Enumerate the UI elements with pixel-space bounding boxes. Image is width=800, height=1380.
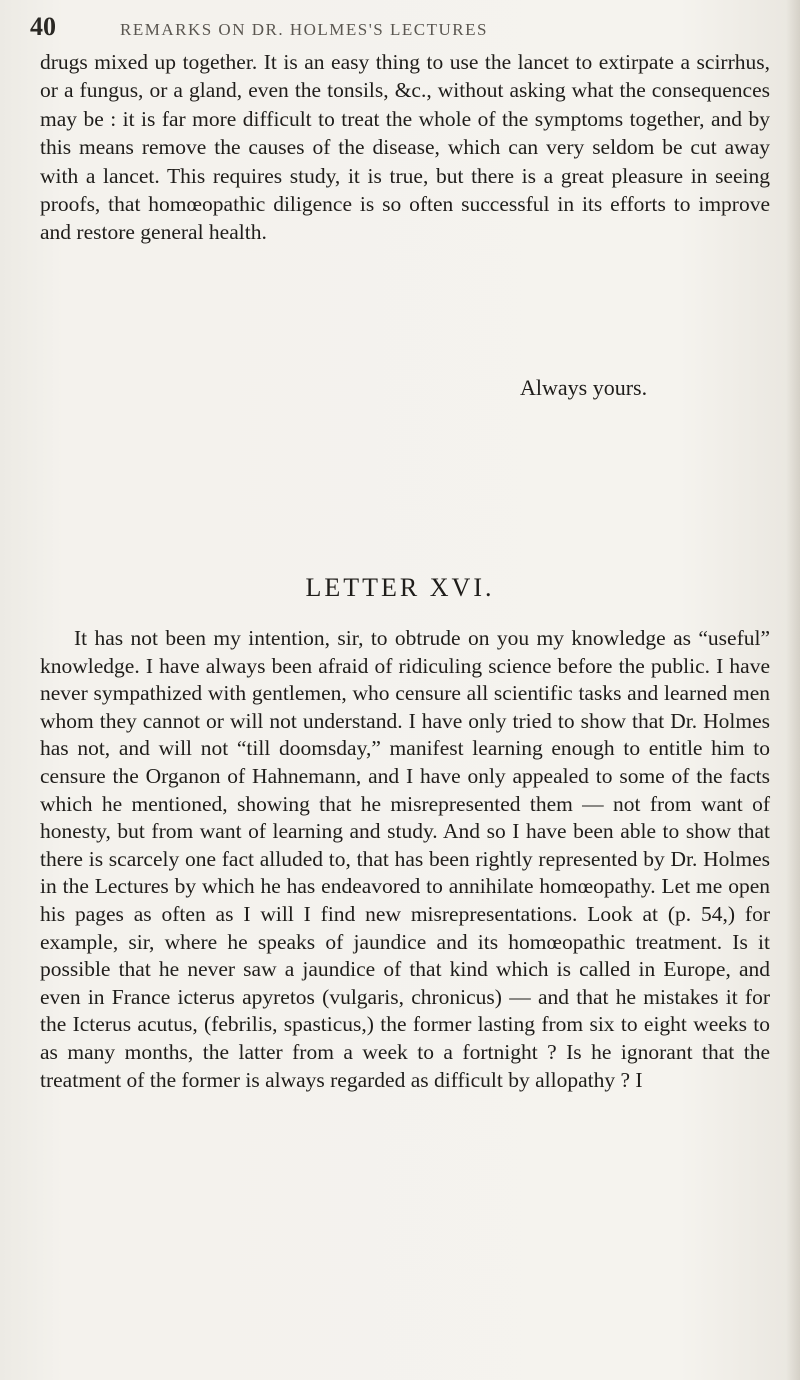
running-head-title: REMARKS ON DR. HOLMES'S LECTURES bbox=[120, 20, 488, 39]
letter-body-paragraph: It has not been my intention, sir, to obtrude on you my knowledge as “useful” knowledge. I have always been afraid of ridiculing science before the public. I have never sympathized with gentlemen, who censure all scientific tasks and learned men whom they cannot or will not understand. I have only tried to show that Dr. Holmes has not, and will not “till doomsday,” manifest learning enough to entitle him to censure the Organon of Hahnemann, and I have only appealed to some of the facts which he mentioned, showing that he misrepresented them — not from want of honesty, but from want of learning and study. And so I have been able to show that there is scarcely one fact alluded to, that has been rightly represented by Dr. Holmes in the Lectures by which he has endeavored to annihilate homœopathy. Let me open his pages as often as I will I find new misrepresentations. Look at (p. 54,) for example, sir, where he speaks of jaundice and its homœopathic treatment. Is it possible that he never saw a jaundice of that kind which is called in Europe, and even in France icterus apyretos (vulgaris, chronicus) — and that he mistakes it for the Icterus acutus, (febrilis, spasticus,) the former lasting from six to eight weeks to as many months, the latter from a week to a fortnight ? Is he ignorant that the treatment of the former is always regarded as difficult by allopathy ? I bbox=[40, 626, 770, 1092]
letter-heading: LETTER XVI. bbox=[305, 573, 495, 602]
letter-signoff: Always yours. bbox=[520, 375, 648, 400]
continued-paragraph: drugs mixed up together. It is an easy thing to use the lancet to extirpate a scirrhus, or a fungus, or a gland, even the tonsils, &c., without asking what the consequences may be : it is far more difficult to treat the whole of the symptoms together, and by this means remove the causes of the disease, which can very seldom be cut away with a lancet. This requires study, it is true, but there is a great pleasure in seeing proofs, that homœopathic diligence is so often successful in its efforts to improve and restore general health. bbox=[40, 50, 770, 245]
page-edge-shadow bbox=[786, 0, 800, 1380]
page-number: 40 bbox=[30, 12, 56, 41]
running-head bbox=[30, 12, 770, 48]
